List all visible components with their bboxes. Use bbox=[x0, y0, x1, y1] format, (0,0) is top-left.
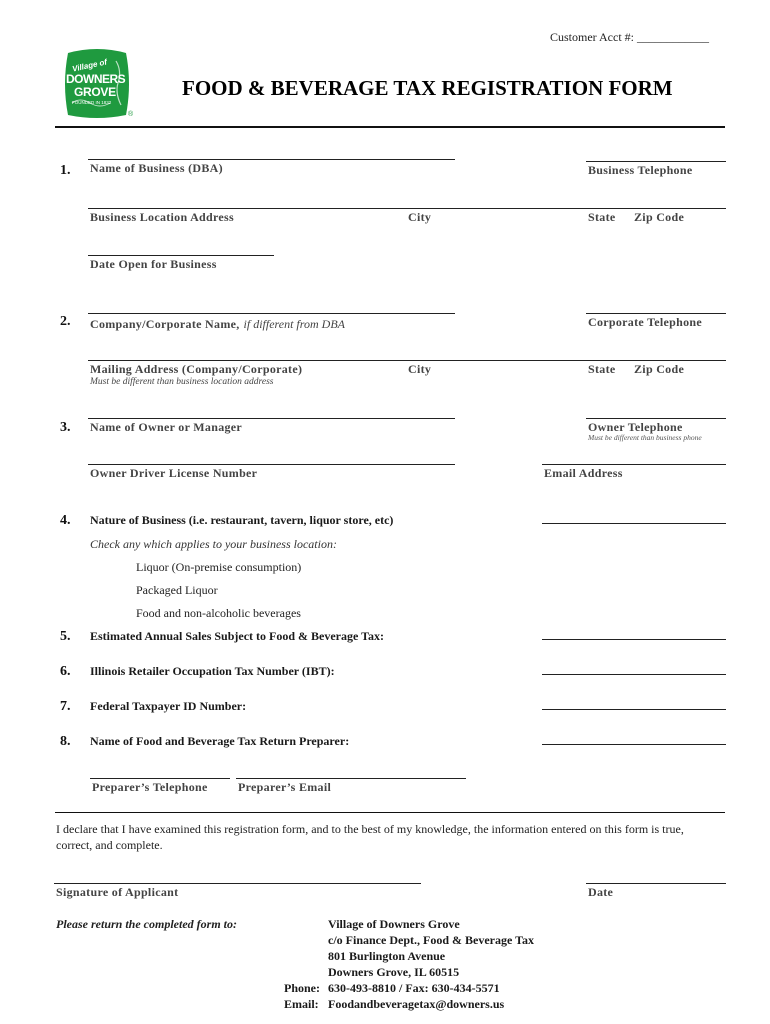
owner-name-field[interactable] bbox=[88, 418, 455, 419]
business-zip-label: Zip Code bbox=[634, 210, 685, 224]
return-email-label: Email: bbox=[284, 997, 319, 1011]
business-name-field[interactable] bbox=[88, 159, 455, 160]
logo-text-downers: DOWNERS bbox=[66, 72, 126, 86]
section-5-number: 5. bbox=[60, 629, 71, 644]
return-email-value[interactable]: Foodandbeveragetax@downers.us bbox=[328, 997, 505, 1011]
mailing-address-label: Mailing Address (Company/Corporate) bbox=[90, 362, 303, 376]
federal-tax-id-field[interactable] bbox=[542, 709, 726, 710]
option-food-non-alcoholic[interactable]: Food and non-alcoholic beverages bbox=[136, 606, 301, 620]
corp-name-note: if different from DBA bbox=[243, 317, 345, 331]
business-state-label: State bbox=[588, 210, 616, 224]
form-title: FOOD & BEVERAGE TAX REGISTRATION FORM bbox=[182, 76, 673, 100]
estimated-sales-field[interactable] bbox=[542, 639, 726, 640]
section-4-number: 4. bbox=[60, 513, 71, 528]
corp-name-label: Company/Corporate Name, bbox=[90, 317, 240, 331]
section-6-number: 6. bbox=[60, 664, 71, 679]
logo-text-village: Village of bbox=[71, 57, 108, 74]
preparer-name-field[interactable] bbox=[542, 744, 726, 745]
date-open-field[interactable] bbox=[88, 255, 274, 256]
logo-text-grove: GROVE bbox=[74, 85, 116, 99]
nature-of-business-field[interactable] bbox=[542, 523, 726, 524]
business-location-field[interactable] bbox=[88, 208, 726, 209]
logo-text-founded: FOUNDED IN 1832 bbox=[72, 100, 112, 105]
declaration-line-2: correct, and complete. bbox=[56, 838, 163, 852]
return-address-line-1: Village of Downers Grove bbox=[328, 917, 460, 931]
preparer-email-label: Preparer’s Email bbox=[238, 780, 332, 794]
customer-acct-label: Customer Acct #: ____________ bbox=[550, 30, 709, 44]
corp-phone-field[interactable] bbox=[586, 313, 726, 314]
section-7-number: 7. bbox=[60, 699, 71, 714]
mailing-address-note: Must be different than business location address bbox=[90, 377, 274, 387]
preparer-email-field[interactable] bbox=[236, 778, 466, 779]
signature-label: Signature of Applicant bbox=[56, 885, 179, 899]
corp-name-label-group bbox=[90, 315, 345, 333]
preparer-name-label: Name of Food and Beverage Tax Return Preparer: bbox=[90, 734, 350, 748]
business-city-label: City bbox=[408, 210, 432, 224]
preparer-phone-label: Preparer’s Telephone bbox=[92, 780, 208, 794]
logo-registered-mark: ® bbox=[128, 111, 134, 118]
option-liquor-on-premise[interactable]: Liquor (On-premise consumption) bbox=[136, 560, 302, 574]
return-phone-value: 630-493-8810 / Fax: 630-434-5571 bbox=[328, 981, 500, 995]
check-applies-note: Check any which applies to your business location: bbox=[90, 537, 337, 551]
mailing-state-label: State bbox=[588, 362, 616, 376]
section-2-number: 2. bbox=[60, 314, 71, 329]
declaration-line-1: I declare that I have examined this registration form, and to the best of my knowledge, the information entered on this form is true, bbox=[56, 822, 684, 836]
ibt-number-label: Illinois Retailer Occupation Tax Number (IBT): bbox=[90, 664, 335, 678]
date-label: Date bbox=[588, 885, 614, 899]
email-label: Email Address bbox=[544, 466, 623, 480]
village-logo bbox=[60, 47, 134, 121]
business-location-label: Business Location Address bbox=[90, 210, 234, 224]
estimated-sales-label: Estimated Annual Sales Subject to Food & Beverage Tax: bbox=[90, 629, 385, 643]
signature-field[interactable] bbox=[54, 883, 421, 884]
owner-phone-note: Must be different than business phone bbox=[588, 433, 702, 442]
option-packaged-liquor[interactable]: Packaged Liquor bbox=[136, 583, 218, 597]
declaration-rule bbox=[55, 812, 725, 813]
return-instruction: Please return the completed form to: bbox=[56, 917, 237, 931]
return-phone-label: Phone: bbox=[284, 981, 320, 995]
business-phone-label: Business Telephone bbox=[588, 163, 693, 177]
owner-phone-label: Owner Telephone bbox=[588, 420, 683, 434]
mailing-zip-label: Zip Code bbox=[634, 362, 685, 376]
federal-tax-id-label: Federal Taxpayer ID Number: bbox=[90, 699, 247, 713]
header-rule bbox=[55, 126, 725, 128]
business-phone-field[interactable] bbox=[586, 161, 726, 162]
return-address-line-3: 801 Burlington Avenue bbox=[328, 949, 446, 963]
mailing-city-label: City bbox=[408, 362, 432, 376]
preparer-phone-field[interactable] bbox=[90, 778, 230, 779]
ibt-number-field[interactable] bbox=[542, 674, 726, 675]
section-8-number: 8. bbox=[60, 734, 71, 749]
nature-of-business-label: Nature of Business (i.e. restaurant, tavern, liquor store, etc) bbox=[90, 513, 394, 527]
return-address-line-2: c/o Finance Dept., Food & Beverage Tax bbox=[328, 933, 534, 947]
section-1-number: 1. bbox=[60, 163, 71, 178]
email-field[interactable] bbox=[542, 464, 726, 465]
owner-phone-field[interactable] bbox=[586, 418, 726, 419]
business-name-label: Name of Business (DBA) bbox=[90, 161, 223, 175]
date-field[interactable] bbox=[586, 883, 726, 884]
date-open-label: Date Open for Business bbox=[90, 257, 217, 271]
return-address-line-4: Downers Grove, IL 60515 bbox=[328, 965, 460, 979]
corp-name-field[interactable] bbox=[88, 313, 455, 314]
section-3-number: 3. bbox=[60, 420, 71, 435]
corp-phone-label: Corporate Telephone bbox=[588, 315, 703, 329]
driver-license-field[interactable] bbox=[88, 464, 455, 465]
owner-name-label: Name of Owner or Manager bbox=[90, 420, 243, 434]
mailing-address-field[interactable] bbox=[88, 360, 726, 361]
driver-license-label: Owner Driver License Number bbox=[90, 466, 258, 480]
